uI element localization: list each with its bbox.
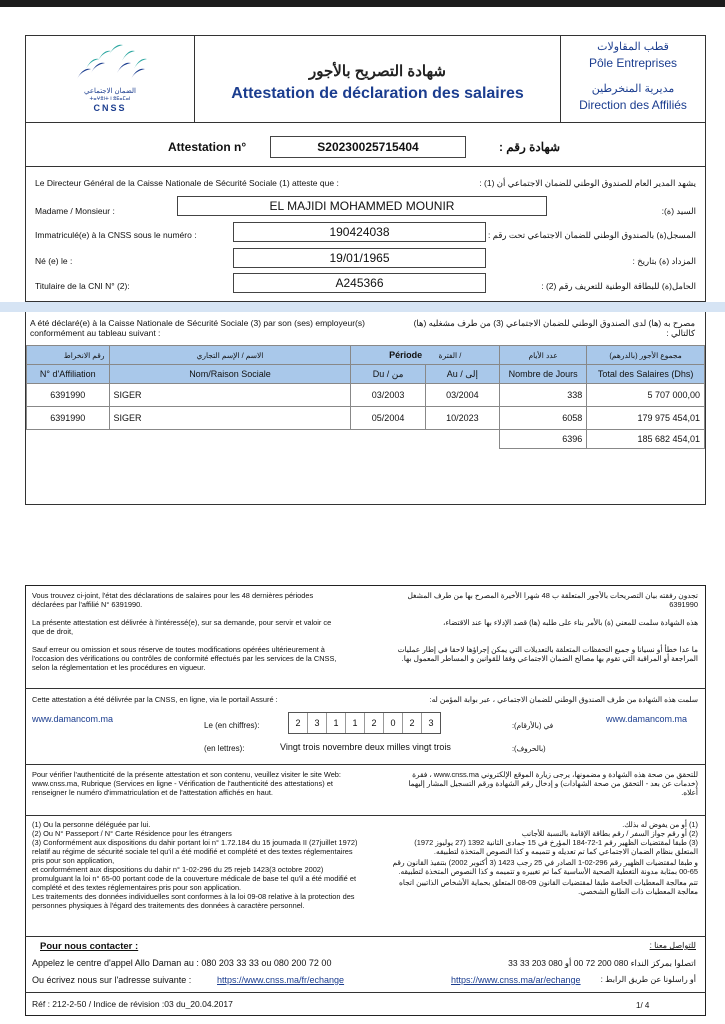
divider (25, 992, 706, 993)
note-fr: (1) Ou la personne déléguée par lui. (32, 820, 151, 829)
immat-label-fr: Immatriculé(e) à la CNSS sous le numéro : (35, 230, 197, 240)
p1-ar: تجدون رفقته بيان التصريحات بالأجور المتعلقة ب 48 شهرا الأخيرة المصرح بها من طرف المشغل 6391990 (407, 591, 698, 609)
total-salaires: 185 682 454,01 (587, 430, 705, 449)
col-du: Du / من (351, 365, 425, 384)
col-periode-ar: الفترة / (438, 351, 462, 360)
p2-fr: La présente attestation est délivrée à l'intéressé(e), sur sa demande, pour servir et valoir ce que de droit, (32, 618, 332, 636)
digit: 2 (289, 713, 308, 733)
logo-text-cnss: CNSS (93, 103, 127, 113)
col-jours: Nombre de Jours (500, 365, 587, 384)
beneficiary-name: EL MAJIDI MOHAMMED MOUNIR (177, 196, 547, 216)
attestation-number: S20230025715404 (270, 136, 466, 158)
digit: 2 (403, 713, 422, 733)
contact-title-ar: للتواصل معنا : (649, 941, 696, 950)
cell-jours: 6058 (500, 407, 587, 430)
pole-fr: Pôle Entreprises (588, 56, 678, 70)
total-jours: 6396 (500, 430, 587, 449)
logo-text-tifinagh: ⵜⴰⵖⵓⵏⵜ ⵏ ⵓⴹⴰⵎⴰⵏ (89, 96, 131, 102)
date-in-words: Vingt trois novembre deux milles vingt trois (280, 742, 451, 752)
immat-number: 190424038 (233, 222, 486, 242)
table-row (27, 384, 705, 407)
identity-intro-fr: Le Directeur Général de la Caisse Nationale de Sécurité Sociale (1) atteste que : (35, 178, 339, 188)
call-fr: Appelez le centre d'appel Allo Daman au : 080 203 33 33 ou 080 200 72 00 (32, 958, 332, 968)
chiffres-label-fr: Le (en chiffres): (204, 721, 260, 730)
echange-link-fr[interactable]: https://www.cnss.ma/fr/echange (217, 975, 345, 985)
lettres-label-fr: (en lettres): (204, 744, 245, 753)
cell-affiliation: 6391990 (27, 384, 110, 407)
direction-ar: مديرية المنخرطين (591, 83, 675, 95)
online-fr: Cette attestation a été délivrée par la CNSS, en ligne, via le portail Assuré : (32, 695, 278, 704)
salary-table (26, 345, 705, 449)
cni-number: A245366 (233, 273, 486, 293)
write-ar: أو راسلونا عن طريق الرابط : (600, 975, 696, 984)
col-salaires: Total des Salaires (Dhs) (587, 365, 705, 384)
declared-text-fr: A été déclaré(e) à la Caisse Nationale de Sécurité Sociale (3) par son (ses) employeur(s) conformément au tableau suivant : (30, 318, 365, 338)
logo-text-ar: الضمان الاجتماعي (84, 88, 136, 95)
name-label-fr: Madame / Monsieur : (35, 206, 115, 216)
digit: 1 (327, 713, 346, 733)
col-affiliation: N° d'Affiliation (27, 365, 110, 384)
top-edge-bar (0, 0, 725, 7)
note-ar: (3) طبقا لمقتضيات الظهير رقم 1-72-184 المؤرخ في 15 جمادى الثانية 1392 (27 يوليوز 1972) المتعلق بنظام الضمان الاجتماعي كما تم تعديله و تتميمه و كذا النصوص المتخذة لتطبيقه. (414, 838, 698, 856)
col-periode (351, 346, 500, 365)
title-ar: شهادة التصريح بالأجور (309, 63, 446, 80)
p2-ar: هذه الشهادة سلمت للمعني (ة) بالأمر بناء على طلبه (ها) قصد الإدلاء بها عند الاقتضاء، (442, 618, 698, 627)
cell-du: 03/2003 (351, 384, 425, 407)
cell-affiliation: 6391990 (27, 407, 110, 430)
col-au: Au / إلى (425, 365, 499, 384)
divider (25, 815, 706, 816)
write-fr: Ou écrivez nous sur l'adresse suivante : (32, 975, 192, 985)
note-fr: (2) Ou N° Passeport / N° Carte Résidence pour les étrangers (32, 829, 232, 838)
title-fr: Attestation de déclaration des salaires (231, 85, 524, 102)
note-fr: Les traitements des données individuelles sont conformes à la loi 09-08 relative à la protection des personnes physiques à l'égard des traitements des données à caractère personnel. (32, 892, 355, 910)
p3-fr: Sauf erreur ou omission et sous réserve de toutes modifications opérées ultérieurement à l'occasion des vérifications ou contrôles de conformité effectués par les services de la CNSS, selon la réglementation et les procédures en vigueur. (32, 645, 337, 672)
identity-intro-ar: يشهد المدير العام للصندوق الوطني للضمان الاجتماعي أن (1) : (479, 178, 696, 188)
p3-ar: ما عدا خطأ أو نسيانا و جميع التحفظات المتعلقة بالتعديلات التي يمكن إجراؤها لاحقا في إطار عمليات المراجعة أو المراقبة التي تقوم بها مصالح الضمان الاجتماعي وفقا للقوانين و المساطر المعمول بها. (397, 645, 698, 663)
name-label-ar: السيد (ة): (661, 206, 696, 216)
verify-fr: Pour vérifier l'authenticité de la présente attestation et son contenu, veuillez visiter le site Web: www.cnss.ma, Rubrique (Services en ligne - Vérification de l'authenticité des attestations) et renseigner le numéro d'immatriculation et de l'attestation affichés en haut. (32, 770, 341, 797)
divider (25, 764, 706, 765)
damancom-link-ar[interactable]: www.damancom.ma (606, 714, 688, 724)
page-number: 1/ 4 (636, 1001, 650, 1010)
direction-fr: Direction des Affiliés (579, 98, 687, 112)
note-fr: (3) Conformément aux dispositions du dahir portant loi n° 1.72.184 du 15 joumada II (27juillet 1972) relatif au régime de sécurité sociale tel qu'il a été modifié et complété et des textes réglementaires pris pour son application, (32, 838, 358, 865)
cni-label-fr: Titulaire de la CNI N° (2): (35, 281, 130, 291)
note-fr: et conformément aux dispositions du dahir n° 1-02-296 du 25 rejeb 1423(3 octobre 2002) promulguant la loi n° 65-00 portant code de la couverture médicale de base tel qu'il a été modifié et complété et des textes réglementaires pris pour son application. (32, 865, 357, 892)
divider (25, 688, 706, 689)
cell-nom: SIGER (109, 407, 351, 430)
chiffres-label-ar: في (بالأرقام): (512, 721, 554, 730)
cell-au: 03/2004 (425, 384, 499, 407)
cnss-logo-icon (71, 41, 151, 85)
col-jours-ar: عدد الأيام (500, 346, 587, 365)
table-total-row (27, 430, 705, 449)
attestation-label-fr: Attestation n° (168, 140, 247, 154)
birth-label-ar: المزداد (ة) بتاريخ : (632, 256, 696, 266)
notes-ar (390, 820, 698, 896)
damancom-link-fr[interactable]: www.damancom.ma (32, 714, 114, 724)
digit: 3 (428, 718, 434, 728)
digit: 0 (384, 713, 403, 733)
digit: 2 (365, 713, 384, 733)
pole-ar: قطب المقاولات (597, 41, 669, 53)
cell-jours: 338 (500, 384, 587, 407)
col-nom-ar: الاسم / الإسم التجاري (109, 346, 351, 365)
declared-text-ar: مصرح به (ها) لدى الصندوق الوطني للضمان الاجتماعي (3) من طرف مشغليه (ها) كالتالي : (413, 318, 695, 338)
digit: 1 (346, 713, 365, 733)
cell-du: 05/2004 (351, 407, 425, 430)
note-ar: (1) أو من يفوض له بذلك. (622, 820, 698, 829)
immat-label-ar: المسجل(ة) بالصندوق الوطني للضمان الاجتماعي تحت رقم : (487, 230, 696, 240)
date-digits (288, 712, 441, 734)
contact-title-fr: Pour nous contacter : (40, 941, 139, 952)
cell-salaires: 179 975 454,01 (587, 407, 705, 430)
birth-date: 19/01/1965 (233, 248, 486, 268)
cnss-logo-block (25, 35, 195, 123)
note-ar: (2) أو رقم جواز السفر / رقم بطاقة الإقامة بالنسبة للأجانب (521, 829, 698, 838)
notes-fr (32, 820, 362, 910)
blue-divider (0, 302, 725, 312)
note-ar: و طبقا لمقتضيات الظهير رقم 296-02-1 الصادر في 25 رجب 1423 (3 أكتوبر 2002) بتنفيذ القانون رقم 65-00 بمثابة مدونة التغطية الصحية الأساسية كما تم تغييره و تتميمه و كذا النصوص المتخذة لتطبيقه. (392, 858, 698, 876)
table-row (27, 407, 705, 430)
col-affiliation-ar: رقم الانخراط (27, 346, 110, 365)
cell-au: 10/2023 (425, 407, 499, 430)
cell-nom: SIGER (109, 384, 351, 407)
cell-salaires: 5 707 000,00 (587, 384, 705, 407)
col-salaires-ar: مجموع الأجور (بالدرهم) (587, 346, 705, 365)
col-nom: Nom/Raison Sociale (109, 365, 351, 384)
birth-label-fr: Né (e) le : (35, 256, 73, 266)
verify-ar: للتحقق من صحة هذه الشهادة و مضمونها، يرجى زيارة الموقع الإلكتروني www.cnss.ma ، فقرة (خدمات عن بعد - التحقق من صحة الشهادات) و إدخال رقم الشهادة ورقم التسجيل المشار إليهما أعلاه. (408, 770, 698, 797)
call-ar: اتصلوا بمركز النداء 080 200 72 00 أو 080 203 33 33 (508, 958, 696, 968)
reference: Réf : 212-2-50 / Indice de révision :03 du_20.04.2017 (32, 999, 233, 1009)
attestation-label-ar: شهادة رقم : (498, 140, 560, 154)
lettres-label-ar: (بالحروف): (512, 744, 546, 753)
digit: 3 (308, 713, 327, 733)
online-ar: سلمت هذه الشهادة من طرف الصندوق الوطني للضمان الاجتماعي ، عبر بوابة المؤمن له: (429, 695, 698, 704)
echange-link-ar[interactable]: https://www.cnss.ma/ar/echange (451, 975, 581, 985)
p1-fr: Vous trouvez ci-joint, l'état des déclarations de salaires pour les 48 dernières périodes déclarées par l'affilié N° 6391990. (32, 591, 314, 609)
col-periode-fr: Période (389, 350, 423, 360)
cni-label-ar: الحامل(ة) للبطاقة الوطنية للتعريف رقم (2) : (541, 281, 696, 291)
note-ar: تتم معالجة المعطيات الخاصة طبقا لمقتضيات القانون 09-08 المتعلق بحماية الأشخاص الذاتيين اتجاه معالجة المعطيات ذات الطابع الشخصي. (399, 878, 698, 896)
divider (25, 936, 706, 937)
